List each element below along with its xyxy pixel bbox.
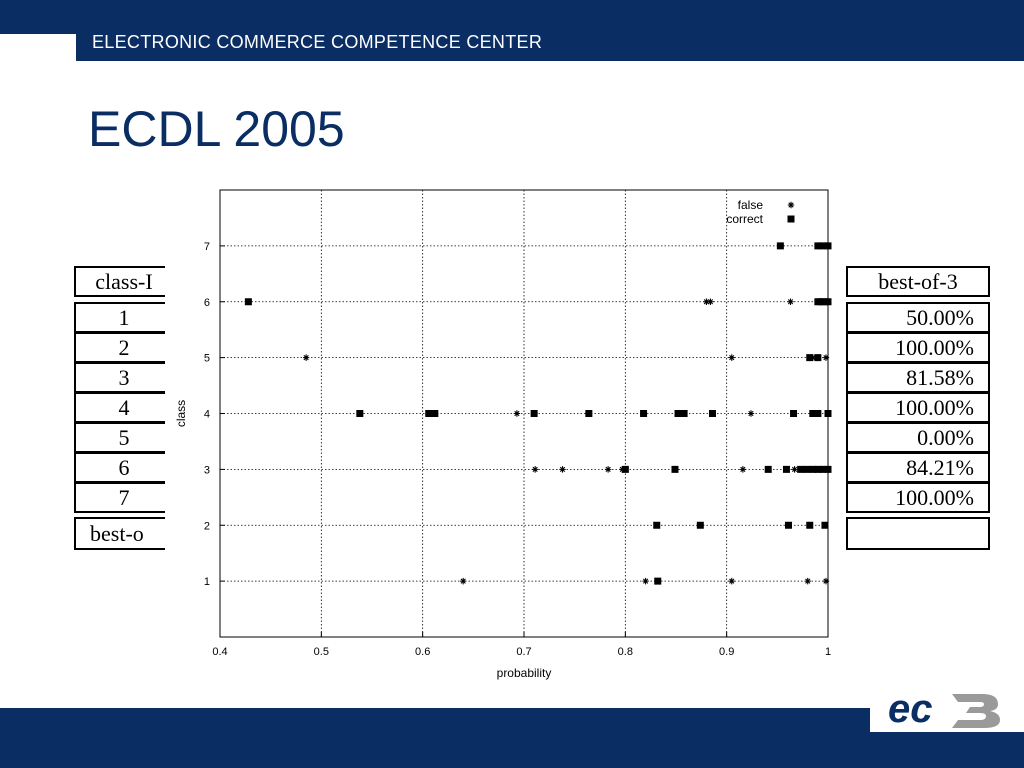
point-correct bbox=[697, 522, 704, 529]
point-correct bbox=[245, 298, 252, 305]
point-correct bbox=[825, 298, 832, 305]
legend-label-false: false bbox=[737, 198, 763, 212]
point-correct bbox=[803, 466, 810, 473]
point-correct bbox=[654, 578, 661, 585]
point-correct bbox=[765, 466, 772, 473]
point-false bbox=[748, 410, 754, 416]
y-axis-label: class bbox=[174, 399, 188, 428]
point-correct bbox=[825, 466, 832, 473]
table-class-cell: 7 bbox=[74, 482, 174, 513]
point-correct bbox=[790, 410, 797, 417]
y-tick-label: 1 bbox=[203, 576, 210, 589]
point-correct bbox=[653, 522, 660, 529]
logo bbox=[870, 684, 1024, 732]
point-false bbox=[532, 466, 538, 472]
point-false bbox=[514, 410, 520, 416]
point-correct bbox=[785, 522, 792, 529]
x-tick-label: 1 bbox=[824, 646, 832, 658]
legend-marker-correct bbox=[788, 216, 795, 223]
point-correct bbox=[585, 410, 592, 417]
table-best-of-3-cell: 100.00% bbox=[846, 392, 990, 423]
header-title: ELECTRONIC COMMERCE COMPETENCE CENTER bbox=[92, 32, 543, 52]
x-axis-label: probability bbox=[496, 666, 552, 680]
ec3-logo-icon bbox=[870, 684, 1024, 732]
table-class-cell: 3 bbox=[74, 362, 174, 393]
scatter-chart bbox=[165, 188, 845, 690]
table-best-of-3-cell: 50.00% bbox=[846, 302, 990, 333]
slide-title: ECDL 2005 bbox=[88, 101, 345, 157]
point-false bbox=[460, 578, 466, 584]
table-best-of-3-cell: 84.21% bbox=[846, 452, 990, 483]
y-tick-label: 7 bbox=[203, 240, 210, 253]
y-tick-label: 5 bbox=[203, 352, 210, 365]
point-correct bbox=[783, 466, 790, 473]
point-correct bbox=[814, 354, 821, 361]
point-false bbox=[605, 466, 611, 472]
point-false bbox=[642, 578, 648, 584]
point-correct bbox=[777, 242, 784, 249]
point-false bbox=[729, 578, 735, 584]
legend-label-correct: correct bbox=[726, 212, 763, 226]
point-false bbox=[559, 466, 565, 472]
point-correct bbox=[531, 410, 538, 417]
point-false bbox=[740, 466, 746, 472]
point-correct bbox=[806, 522, 813, 529]
table-header-class: class-I bbox=[74, 266, 174, 297]
x-tick-label: 0.5 bbox=[313, 646, 329, 658]
point-correct bbox=[821, 522, 828, 529]
table-class-cell: 4 bbox=[74, 392, 174, 423]
point-false bbox=[707, 299, 713, 305]
point-correct bbox=[622, 466, 629, 473]
table-footer-value bbox=[846, 517, 990, 550]
y-tick-label: 2 bbox=[203, 520, 210, 533]
table-header-best-of-3: best-of-3 bbox=[846, 266, 990, 297]
point-false bbox=[729, 354, 735, 360]
point-correct bbox=[814, 410, 821, 417]
point-correct bbox=[356, 410, 363, 417]
point-false bbox=[823, 578, 829, 584]
point-correct bbox=[797, 466, 804, 473]
header-bar bbox=[76, 20, 1024, 61]
table-best-of-3-cell: 100.00% bbox=[846, 332, 990, 363]
table-footer-label: best-o bbox=[74, 517, 174, 550]
point-correct bbox=[681, 410, 688, 417]
x-tick-label: 0.6 bbox=[415, 646, 431, 658]
x-tick-label: 0.4 bbox=[212, 646, 228, 658]
x-tick-label: 0.7 bbox=[516, 646, 532, 658]
y-tick-label: 4 bbox=[203, 408, 210, 421]
y-tick-label: 6 bbox=[203, 296, 210, 309]
scatter-chart-svg bbox=[165, 188, 845, 690]
table-best-of-3-cell: 100.00% bbox=[846, 482, 990, 513]
point-false bbox=[791, 466, 797, 472]
legend-marker-false bbox=[788, 202, 794, 208]
table-best-of-3-cell: 81.58% bbox=[846, 362, 990, 393]
table-best-of-3-cell: 0.00% bbox=[846, 422, 990, 453]
table-class-cell: 5 bbox=[74, 422, 174, 453]
point-false bbox=[303, 354, 309, 360]
point-correct bbox=[640, 410, 647, 417]
point-correct bbox=[825, 242, 832, 249]
x-tick-label: 0.9 bbox=[719, 646, 735, 658]
point-correct bbox=[825, 410, 832, 417]
y-tick-label: 3 bbox=[203, 464, 210, 477]
point-correct bbox=[431, 410, 438, 417]
point-false bbox=[805, 578, 811, 584]
x-tick-label: 0.8 bbox=[617, 646, 633, 658]
table-class-cell: 1 bbox=[74, 302, 174, 333]
point-correct bbox=[709, 410, 716, 417]
svg-text:ec: ec bbox=[888, 687, 933, 731]
point-correct bbox=[671, 466, 678, 473]
table-class-cell: 2 bbox=[74, 332, 174, 363]
table-class-cell: 6 bbox=[74, 452, 174, 483]
point-false bbox=[787, 299, 793, 305]
point-correct bbox=[806, 354, 813, 361]
